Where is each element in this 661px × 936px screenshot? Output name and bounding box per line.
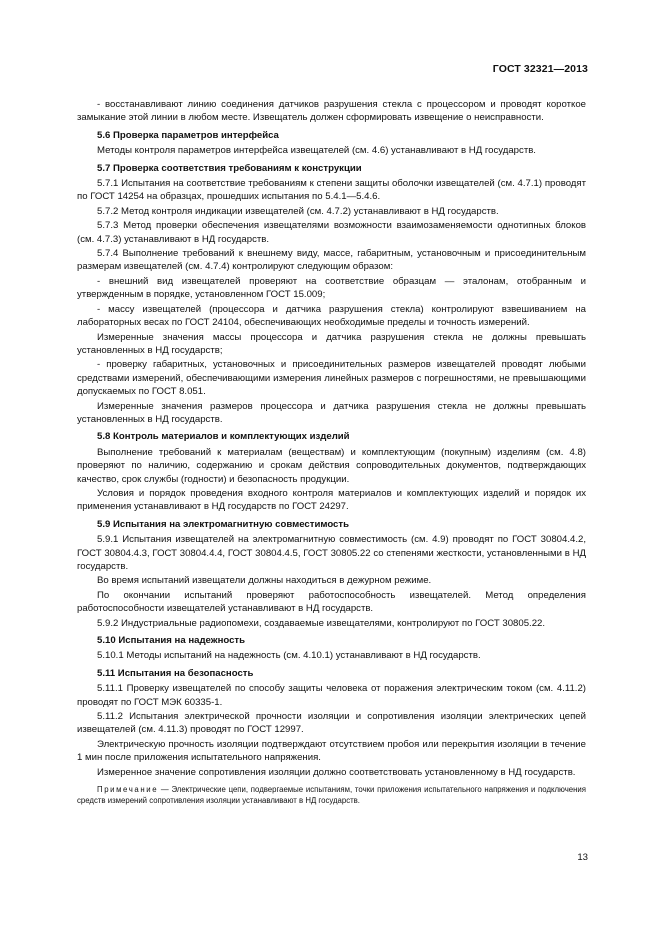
paragraph: Измеренные значения массы процессора и датчика разрушения стекла не должны превышать установленных в НД государств; [77, 331, 586, 356]
paragraph: 5.10.1 Методы испытаний на надежность (см. 4.10.1) устанавливают в НД государств. [97, 650, 481, 662]
section-heading: 5.7 Проверка соответствия требованиям к конструкции [97, 162, 362, 174]
section-heading: 5.11 Испытания на безопасность [97, 667, 254, 679]
paragraph: Измеренные значения размеров процессора и датчика разрушения стекла не должны превышать установленных в НД государств. [77, 400, 586, 425]
paragraph: 5.11.2 Испытания электрической прочности изоляции и сопротивления изоляции электрических цепей извещателей (см. 4.11.3) проводят по ГОСТ 12997. [77, 711, 586, 736]
paragraph: 5.7.1 Испытания на соответствие требованиям к степени защиты оболочки извещателей (см. 4.7.1) проводят по ГОСТ 14254 на образцах, прошедших испытания по 5.4.1—5.4.6. [77, 178, 586, 203]
paragraph: Измеренное значение сопротивления изоляции должно соответствовать установленному в НД государств. [97, 766, 576, 778]
paragraph: 5.9.2 Индустриальные радиопомехи, создаваемые извещателями, контролируют по ГОСТ 30805.22. [97, 617, 546, 629]
paragraph: - массу извещателей (процессора и датчика разрушения стекла) контролируют взвешиванием на лабораторных весах по ГОСТ 24104, обеспечивающих необходимые пределы и точность измерений. [77, 303, 586, 329]
section-heading: 5.6 Проверка параметров интерфейса [97, 129, 279, 141]
page-number: 13 [577, 852, 588, 863]
paragraph: Электрическую прочность изоляции подтверждают отсутствием пробоя или перекрытия изоляции в течение 1 мин после приложения испытательного напряжения. [77, 738, 586, 764]
document-header: ГОСТ 32321—2013 [492, 63, 588, 75]
paragraph: 5.7.4 Выполнение требований к внешнему виду, массе, габаритным, установочным и присоединительным размерам извещателей (см. 4.7.4) контролируют следующим образом: [77, 248, 586, 273]
section-heading: 5.8 Контроль материалов и комплектующих изделий [97, 431, 350, 443]
paragraph: 5.7.3 Метод проверки обеспечения извещателями возможности взаимозаменяемости однотипных блоков (см. 4.7.3) устанавливают в НД государств. [77, 220, 586, 245]
paragraph: Методы контроля параметров интерфейса извещателей (см. 4.6) устанавливают в НД государств. [97, 145, 536, 157]
paragraph: 5.7.2 Метод контроля индикации извещателей (см. 4.7.2) устанавливают в НД государств. [97, 205, 499, 217]
paragraph: 5.9.1 Испытания извещателей на электромагнитную совместимость (см. 4.9) проводят по ГОСТ 30804.4.2, ГОСТ 30804.4.3, ГОСТ 30804.4.4, ГОСТ 30804.4.5, ГОСТ 30805.22 со степенями жесткости, установленными в НД государств. [77, 534, 586, 572]
paragraph: - проверку габаритных, установочных и присоединительных размеров извещателей проводят любыми средствами измерений, обеспечивающими измерения линейных размеров с погрешностями, не превышающими допускаемых по ГОСТ 8.051. [77, 359, 586, 398]
paragraph: 5.11.1 Проверку извещателей по способу защиты человека от поражения электрическим током (см. 4.11.2) проводят по ГОСТ МЭК 60335-1. [77, 683, 586, 708]
section-heading: 5.9 Испытания на электромагнитную совместимость [97, 518, 349, 530]
paragraph: - восстанавливают линию соединения датчиков разрушения стекла с процессором и проводят короткое замыкание этой линии в любом месте. Извещатель должен сформировать извещение о неисправности. [77, 99, 586, 124]
paragraph: Во время испытаний извещатели должны находиться в дежурном режиме. [97, 575, 432, 587]
note-label: Примечание [97, 785, 159, 795]
paragraph: - внешний вид извещателей проверяют на соответствие образцам — эталонам, отобранным и утвержденным в порядке, установленном ГОСТ 15.009; [77, 275, 586, 301]
document-body [77, 98, 586, 806]
paragraph: Условия и порядок проведения входного контроля материалов и комплектующих изделий и порядок их применения устанавливают в НД государств по ГОСТ 24297. [77, 487, 586, 513]
note [77, 784, 586, 806]
section-heading: 5.10 Испытания на надежность [97, 635, 246, 647]
note-text: — Электрические цепи, подвергаемые испытаниям, точки приложения испытательного напряжения и подключения средств измерений сопротивления изоляции устанавливают в НД государств. [77, 785, 587, 806]
paragraph: По окончании испытаний проверяют работоспособность извещателей. Метод определения работоспособности извещателей устанавливают в НД государств. [77, 589, 586, 615]
paragraph: Выполнение требований к материалам (веществам) и комплектующим (покупным) изделиям (см. 4.8) проверяют по наличию, содержанию и срокам действия сопроводительных документов, подтверждающих качество, срок службы (годности) и безопасность продукции. [77, 446, 586, 485]
